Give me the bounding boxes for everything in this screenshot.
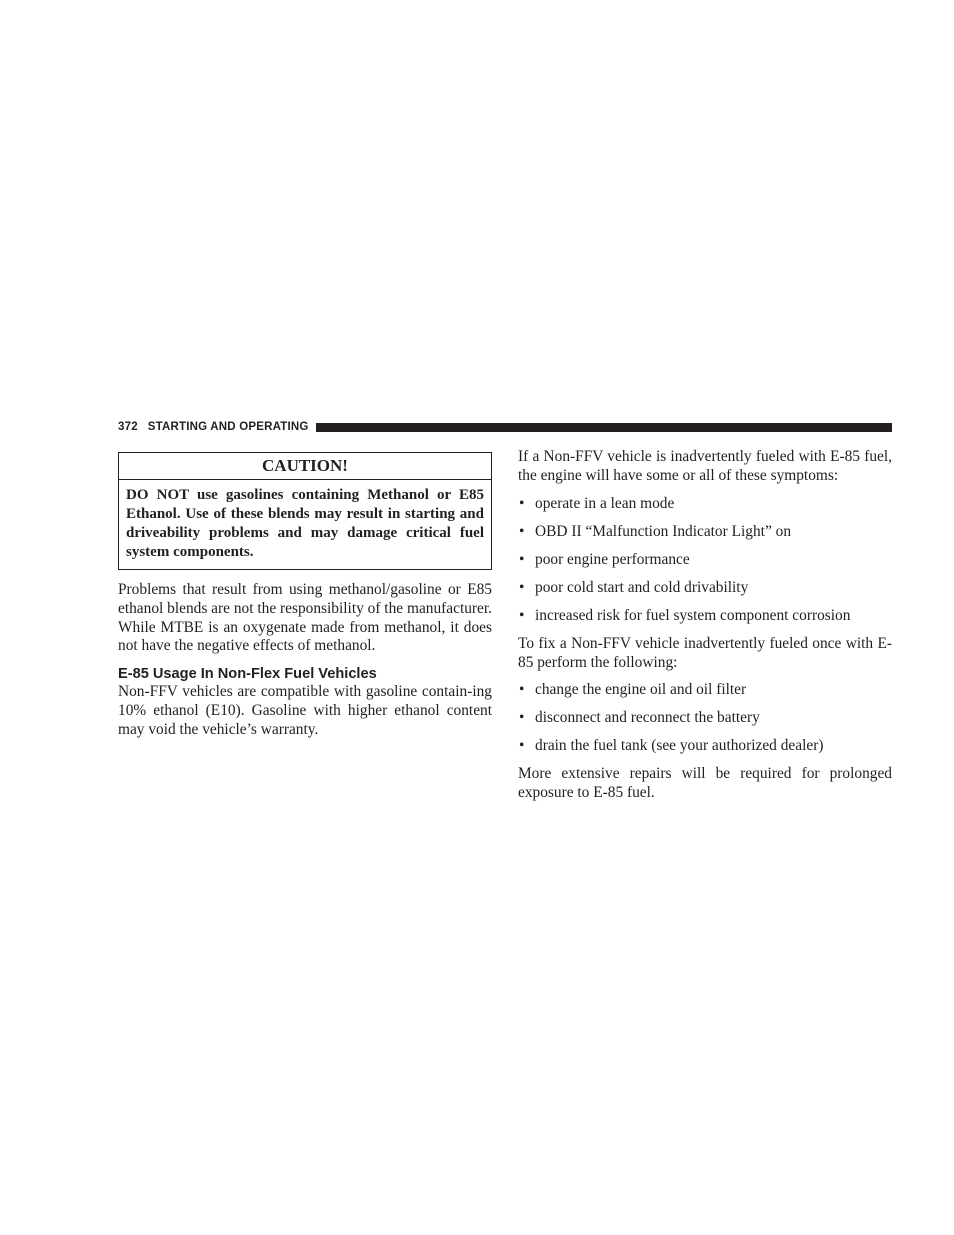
section-title: STARTING AND OPERATING xyxy=(147,421,309,433)
bullet-icon: • xyxy=(519,578,525,596)
list-item: • drain the fuel tank (see your authorized dealer) xyxy=(519,737,824,755)
bullet-icon: • xyxy=(519,709,525,727)
caution-box xyxy=(118,452,492,570)
bullet-icon: • xyxy=(519,550,525,568)
caution-title: CAUTION! xyxy=(119,453,491,480)
fix-list xyxy=(518,681,892,756)
methanol-paragraph: Problems that result from using methanol/gasoline or E85 ethanol blends are not the responsibility of the manufacturer. While MTBE is an oxygenate made from methanol, it does not have the negative effects of methanol. xyxy=(118,581,492,655)
section-subheading: E-85 Usage In Non-Flex Fuel Vehicles xyxy=(118,666,377,683)
compatibility-paragraph: Non-FFV vehicles are compatible with gasoline contain-ing 10% ethanol (E10). Gasoline with higher ethanol content may void the vehicle’s warranty. xyxy=(118,683,492,738)
bullet-icon: • xyxy=(519,494,525,512)
bullet-icon: • xyxy=(519,606,525,624)
list-item: • poor engine performance xyxy=(519,550,690,568)
header-rule xyxy=(316,423,892,432)
fix-intro: To fix a Non-FFV vehicle inadvertently fueled once with E-85 perform the following: xyxy=(518,634,892,671)
page-number: 372 xyxy=(118,421,138,433)
list-item: • OBD II “Malfunction Indicator Light” on xyxy=(519,522,792,540)
symptoms-list xyxy=(518,495,892,626)
list-item: • poor cold start and cold drivability xyxy=(519,578,749,596)
bullet-icon: • xyxy=(519,737,525,755)
list-item: • increased risk for fuel system component corrosion xyxy=(519,606,851,624)
caution-body: DO NOT use gasolines containing Methanol or E85 Ethanol. Use of these blends may result in starting and driveability problems and may damage critical fuel system components. xyxy=(126,487,484,560)
bullet-icon: • xyxy=(519,522,525,540)
symptoms-intro: If a Non-FFV vehicle is inadvertently fueled with E-85 fuel, the engine will have some or all of these symptoms: xyxy=(518,448,892,484)
right-column xyxy=(518,448,892,803)
list-item: • change the engine oil and oil filter xyxy=(519,681,747,699)
bullet-icon: • xyxy=(519,681,525,699)
closing-paragraph: More extensive repairs will be required for prolonged exposure to E-85 fuel. xyxy=(518,765,892,802)
list-item: • operate in a lean mode xyxy=(519,494,675,512)
page-header xyxy=(118,420,892,434)
left-column xyxy=(118,452,492,740)
list-item: • disconnect and reconnect the battery xyxy=(519,709,760,727)
